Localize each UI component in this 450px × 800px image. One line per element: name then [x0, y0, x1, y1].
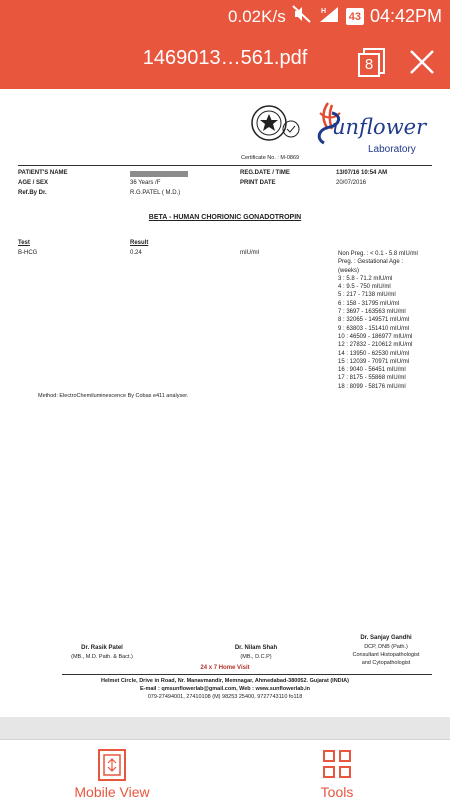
pdf-page[interactable] [0, 89, 450, 717]
reference-range-line: Preg. : Gestational Age : [338, 259, 404, 266]
test-title: BETA - HUMAN CHORIONIC GONADOTROPIN [148, 214, 302, 221]
reference-range-line: Non Preg. : < 0.1 - 5.8 mIU/ml [338, 251, 418, 257]
app-bar [0, 33, 450, 89]
reference-range-line: 16 : 9040 - 56451 mIU/ml [338, 367, 406, 374]
age-sex-label: AGE / SEX [18, 180, 49, 186]
tools-grid-icon [322, 748, 352, 782]
lab-address: Helmet Circle, Drive in Road, Nr. Manavmandir, Memnagar, Ahmedabad-380052. Gujarat (INDIA) [101, 678, 349, 684]
page-count-button[interactable] [355, 45, 389, 79]
home-visit-tagline: 24 x 7 Home Visit [200, 665, 250, 671]
column-test: Test [18, 240, 30, 246]
doctor1-name: Dr. Rasik Patel [81, 645, 123, 651]
reference-range-line: 18 : 8099 - 58176 mIU/ml [338, 383, 406, 390]
doctor3-qualification: and Cytopathologist [361, 660, 411, 666]
patient-name-label: PATIENT'S NAME [18, 170, 68, 176]
lab-phone: 079-27494001, 27410108 (M) 98253 25400, 9727743110 fo118 [147, 694, 303, 700]
signal-icon [318, 5, 340, 28]
method-note: Method: ElectroChemiluminescence By Cobas e411 analyser. [38, 393, 189, 399]
footer-divider [62, 674, 432, 675]
doctor2-qualification: (MB., D.C.P) [240, 654, 272, 660]
reference-range-line: 5 : 217 - 7138 mIU/ml [338, 292, 396, 299]
lab-subtitle: Laboratory [368, 144, 416, 155]
reference-ranges [338, 250, 418, 391]
svg-text:H: H [320, 8, 326, 15]
doctor2-name: Dr. Nilam Shah [234, 645, 278, 651]
referred-by-value: R.G.PATEL ( M.D.) [130, 190, 181, 196]
header-divider [18, 165, 432, 166]
mobile-view-button[interactable] [37, 748, 187, 800]
tools-button[interactable] [262, 748, 412, 800]
tools-label: Tools [320, 784, 354, 800]
close-button[interactable] [405, 45, 439, 79]
bottom-toolbar [0, 739, 450, 800]
clock: 04:42PM [369, 6, 442, 26]
reference-range-line: 4 : 9.5 - 750 mIU/ml [338, 284, 391, 291]
age-sex-value: 36 Years /F [130, 180, 161, 186]
reference-range-line: 8 : 32065 - 149571 mIU/ml [338, 317, 410, 324]
redacted-patient-name [130, 171, 188, 177]
reference-range-line: 14 : 13950 - 62530 mIU/ml [338, 350, 410, 357]
reference-range-line: 12 : 27832 - 210612 mIU/ml [338, 342, 413, 349]
network-speed: 0.02K/s [228, 6, 286, 26]
referred-by-label: Ref.By Dr. [18, 190, 47, 196]
print-date-label: PRINT DATE [240, 180, 276, 186]
doctor1-qualification: (MB., M.D. Path. & Bact.) [71, 654, 133, 660]
reference-range-line: 7 : 3697 - 163563 mIU/ml [338, 309, 406, 316]
accreditation-seal-icon [249, 103, 301, 155]
pdf-viewer[interactable] [0, 89, 450, 739]
reference-range-line: 9 : 63803 - 151410 mIU/ml [338, 325, 410, 332]
doctor3-qualification: Consultant Histopathologist [352, 652, 420, 658]
reference-range-line: 10 : 46509 - 186977 mIU/ml [338, 333, 413, 340]
test-name: B-HCG [18, 250, 38, 256]
test-unit: mIU/ml [240, 250, 259, 256]
doctor3-qualification: DCP, DNB (Path.) [364, 644, 408, 650]
reference-range-line: 3 : 5.8 - 71.2 mIU/ml [338, 275, 393, 282]
column-result: Result [130, 240, 149, 246]
mobile-view-label: Mobile View [74, 784, 150, 800]
page-count: 8 [364, 56, 374, 73]
test-result: 0.24 [130, 250, 142, 256]
reg-date-label: REG.DATE / TIME [240, 170, 290, 176]
reg-date-value: 13/07/16 10:54 AM [336, 170, 388, 176]
mute-icon [292, 5, 312, 28]
reference-range-line: 6 : 158 - 31795 mIU/ml [338, 300, 400, 307]
doctor3-name: Dr. Sanjay Gandhi [360, 635, 412, 641]
reference-range-line: (weeks) [338, 267, 360, 274]
reference-range-line: 17 : 8175 - 55868 mIU/ml [338, 375, 406, 382]
print-date-value: 20/07/2016 [336, 180, 367, 186]
document-title: 1469013…561.pdf [142, 47, 308, 69]
close-icon [405, 45, 439, 79]
lab-contact-web: E-mail : qmsunflowerlab@gmail.com, Web : www.sunflowerlab.in [139, 686, 311, 692]
lab-name: unflower [332, 115, 427, 139]
status-bar [0, 0, 450, 33]
battery-icon: 43 [346, 8, 364, 25]
certificate-number: Certificate No. : M-0869 [241, 155, 300, 161]
mobile-view-icon [97, 748, 127, 782]
reference-range-line: 15 : 12039 - 70971 mIU/ml [338, 358, 410, 365]
